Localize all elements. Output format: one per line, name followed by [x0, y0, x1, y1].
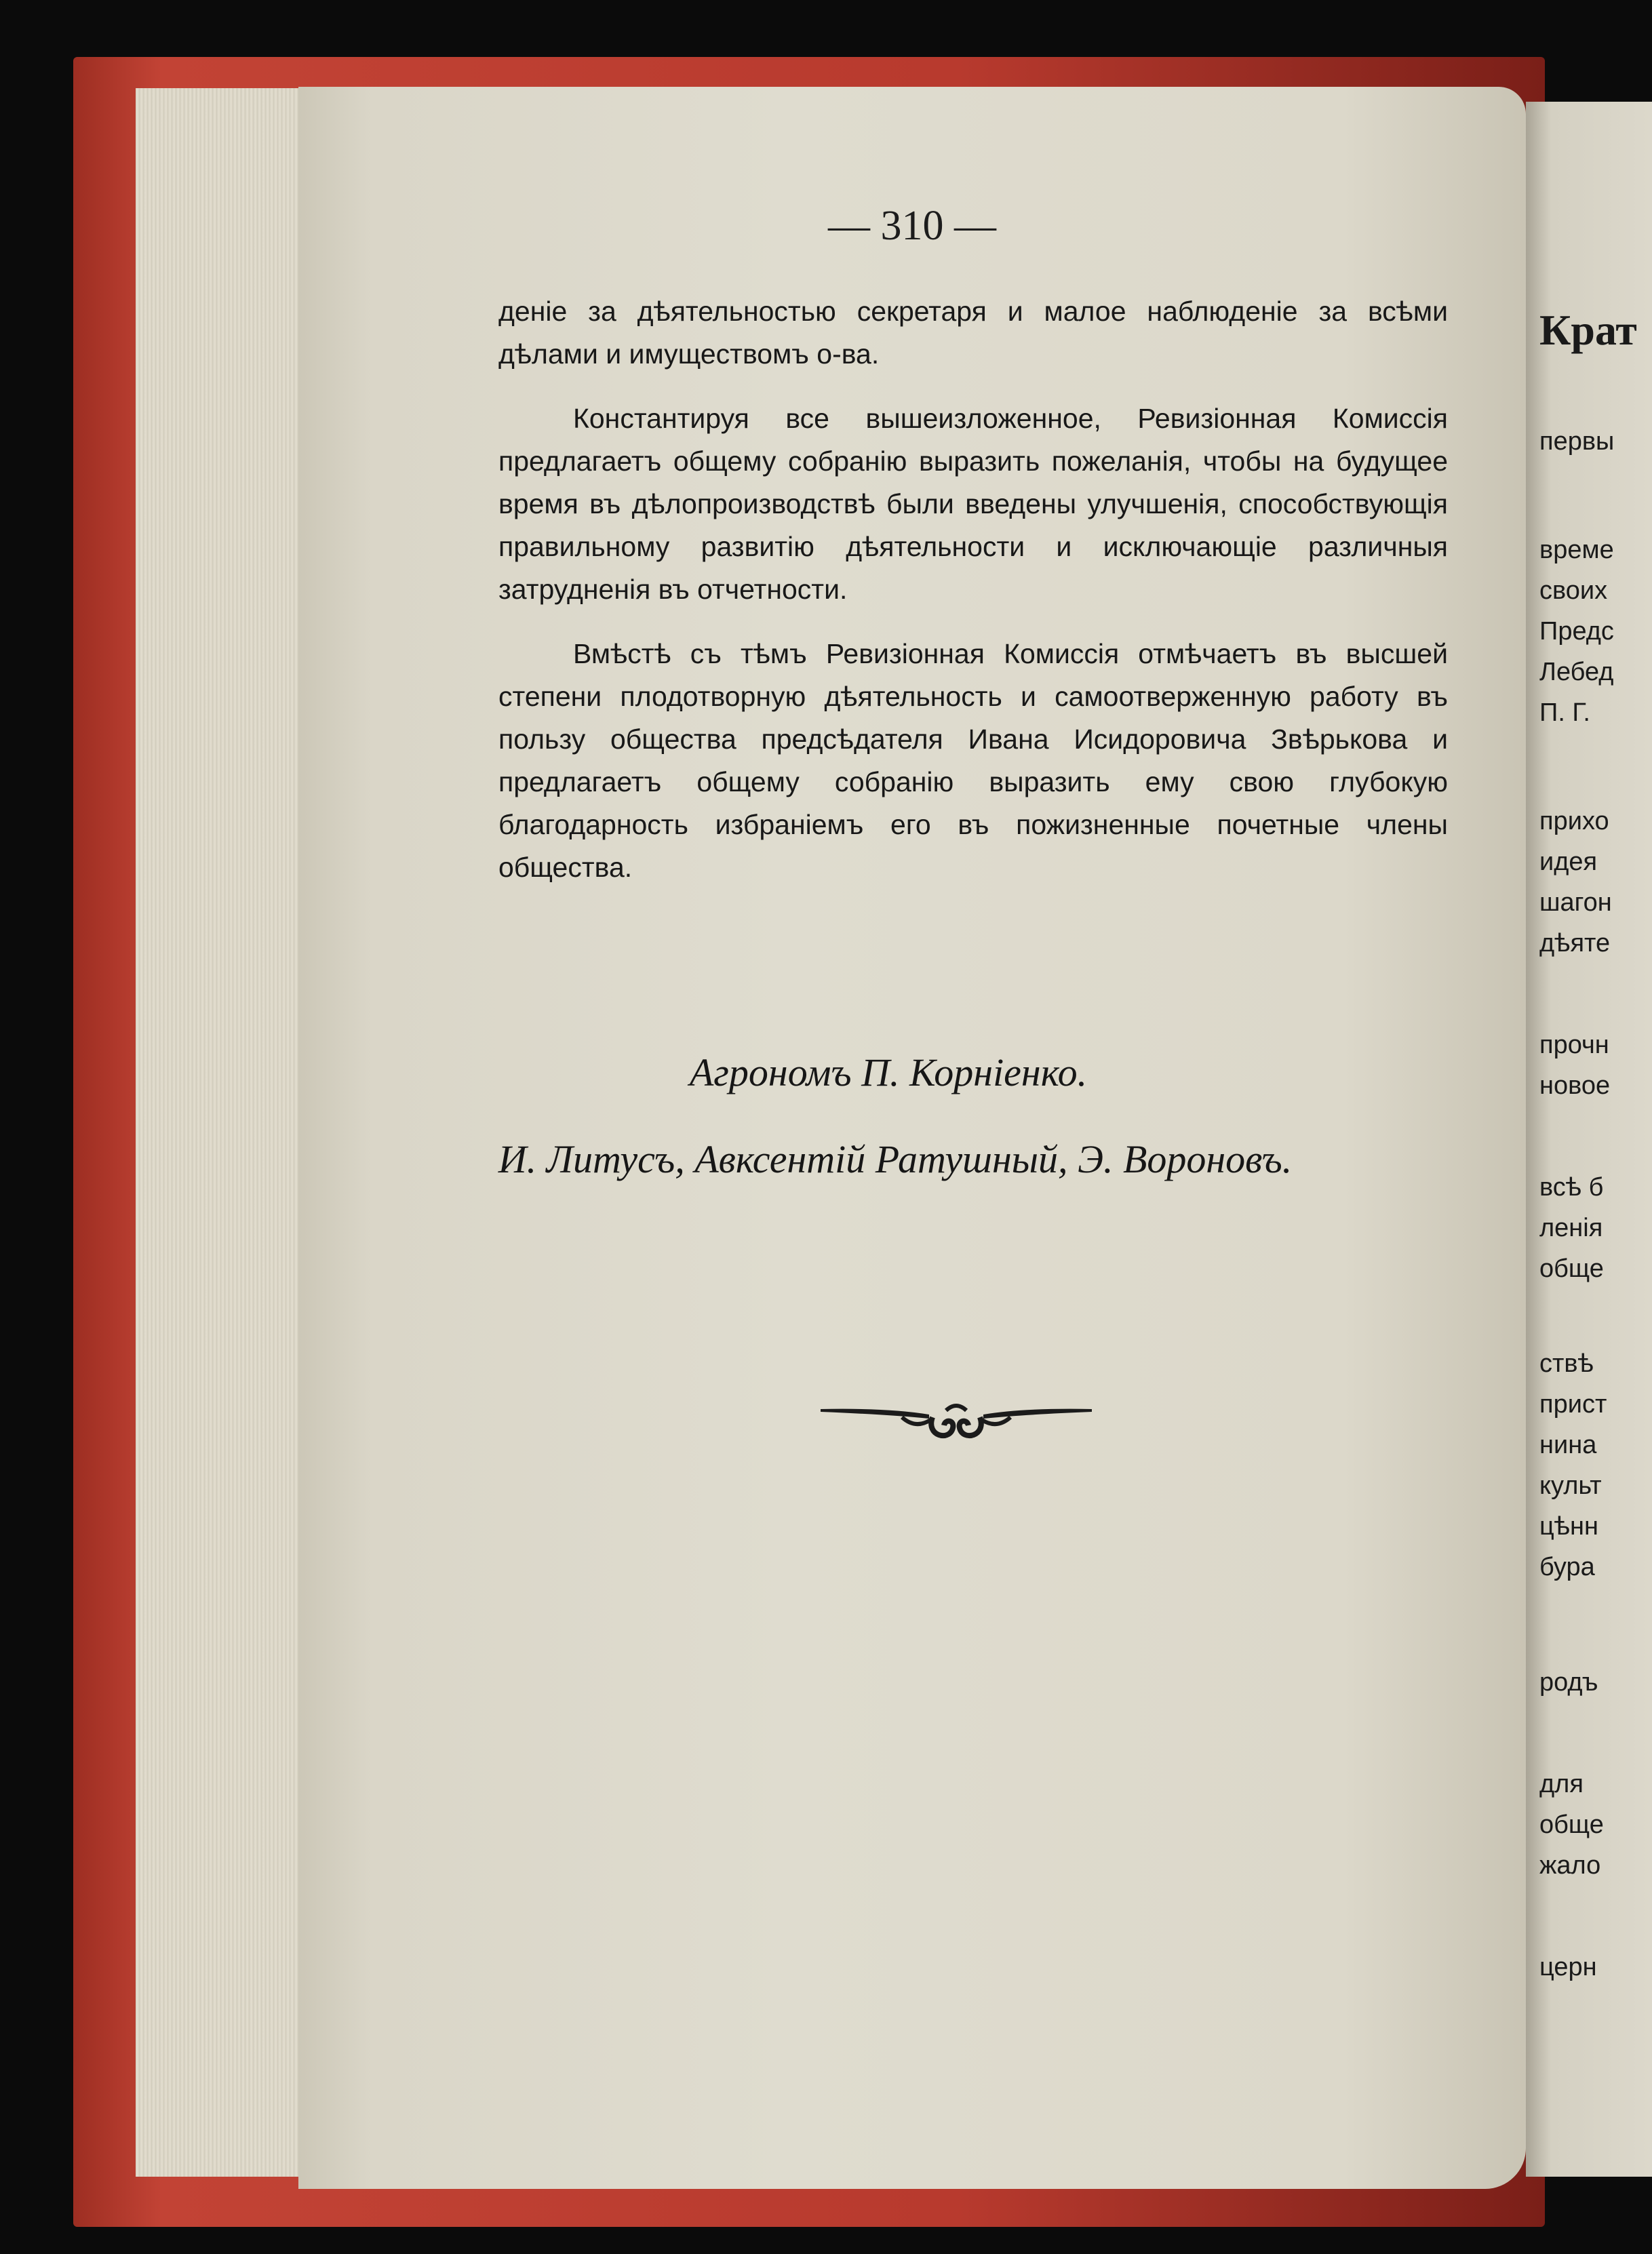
right-line: П. Г. — [1539, 698, 1590, 727]
right-line: прочн — [1539, 1031, 1609, 1059]
paragraph-1: деніе за дѣятельностью секретаря и малое наблюденіе за всѣми дѣлами и имуществомъ о-ва. — [498, 296, 1448, 370]
right-line: для — [1539, 1770, 1584, 1798]
right-line: Предс — [1539, 617, 1614, 646]
right-line: прихо — [1539, 807, 1609, 835]
signature-members: И. Литусъ, Авксентій Ратушный, Э. Вороновъ. — [498, 1137, 1293, 1181]
right-line: цѣнн — [1539, 1512, 1599, 1541]
ornament-divider-icon — [814, 1375, 1099, 1450]
right-line: нина — [1539, 1431, 1597, 1459]
right-line: шагон — [1539, 888, 1612, 917]
body-text — [498, 290, 1448, 911]
right-line: обще — [1539, 1254, 1604, 1283]
right-line: жало — [1539, 1851, 1601, 1880]
right-line: всѣ б — [1539, 1173, 1604, 1202]
right-line: новое — [1539, 1071, 1611, 1100]
right-page-heading: Крат — [1539, 306, 1637, 354]
right-line: родъ — [1539, 1668, 1598, 1697]
right-line: церн — [1539, 1953, 1597, 1981]
right-line: обще — [1539, 1811, 1604, 1839]
paragraph-3: Вмѣстѣ съ тѣмъ Ревизіонная Комиссія отмѣчаетъ въ высшей степени плодотворную дѣятельность и самоотверженную работу въ пользу общества предсѣдателя Ивана Исидоровича Звѣрькова и предлагаетъ общему собранію выразить ему свою глубокую благодарность избраніемъ его въ пожизненные почетные члены общества. — [498, 638, 1448, 883]
left-page — [298, 87, 1526, 2189]
right-page — [1526, 102, 1652, 2177]
right-line: культ — [1539, 1471, 1602, 1500]
right-line: первы — [1539, 427, 1615, 456]
signature-agronomist: Агрономъ П. Корніенко. — [689, 1050, 1088, 1094]
right-line: ленія — [1539, 1214, 1603, 1242]
right-line: своих — [1539, 576, 1608, 605]
right-line: Лебед — [1539, 658, 1614, 686]
right-line: ствѣ — [1539, 1349, 1594, 1378]
right-line: идея — [1539, 848, 1598, 876]
right-line: бура — [1539, 1553, 1595, 1581]
paragraph-2: Константируя все вышеизложенное, Ревизіонная Комиссія предлагаетъ общему собранію выразить пожеланія, чтобы на будущее время въ дѣлопроизводствѣ были введены улучшенія, способствующія правильному развитію дѣятельности и исключающіе различныя затрудненія въ отчетности. — [498, 403, 1448, 605]
right-line: прист — [1539, 1390, 1607, 1419]
right-line: дѣяте — [1539, 929, 1611, 957]
page-edges — [136, 88, 313, 2177]
page-number: — 310 — — [828, 203, 996, 249]
right-line: време — [1539, 536, 1614, 564]
